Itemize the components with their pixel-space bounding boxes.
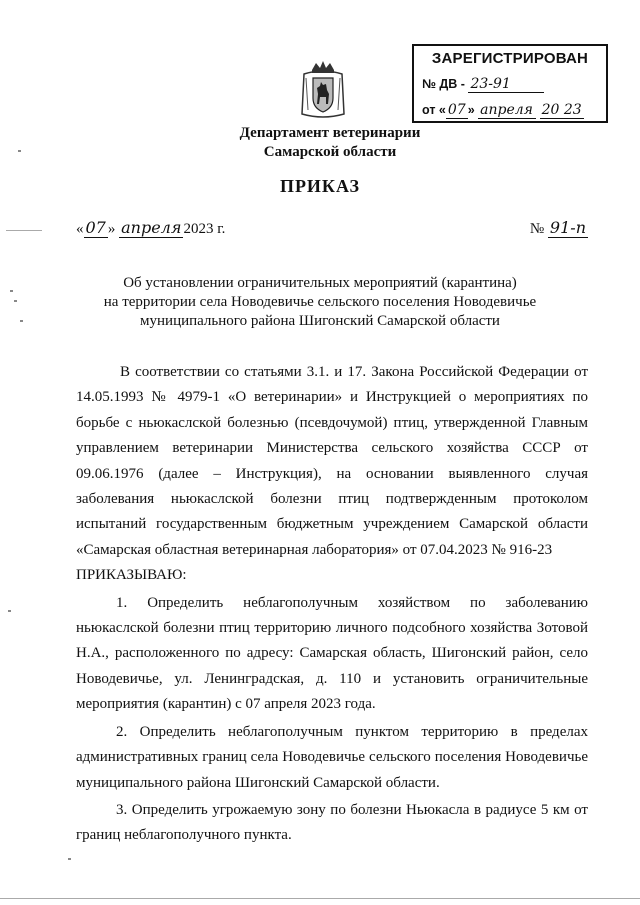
stamp-title: ЗАРЕГИСТРИРОВАН <box>431 50 589 67</box>
order-body <box>76 360 588 849</box>
scan-mark <box>10 290 13 292</box>
stamp-date-line <box>422 102 584 119</box>
order-word: ПРИКАЗЫВАЮ: <box>76 567 187 584</box>
order-number-value: 91-п <box>549 218 586 237</box>
department-line-2: Самарской области <box>263 144 397 160</box>
subject-line-1: Об установлении ограничительных мероприятий (карантина) <box>123 275 517 291</box>
order-date <box>76 218 225 238</box>
subject-line-2: на территории села Новодевичье сельского поселения Новодевичье <box>103 294 537 310</box>
department-line-1: Департамент ветеринарии <box>239 125 421 141</box>
subject-line-3: муниципального района Шигонский Самарской области <box>140 313 500 329</box>
stamp-date-prefix: от « <box>422 103 446 117</box>
date-day: 07 <box>85 218 106 237</box>
registration-stamp <box>412 44 608 123</box>
coat-of-arms-emblem <box>298 60 348 120</box>
scan-mark <box>68 858 71 860</box>
scan-mark <box>18 150 21 152</box>
stamp-date-day: 07 <box>447 102 466 118</box>
order-number-label: № <box>529 221 545 237</box>
date-month: апреля <box>121 218 182 237</box>
scan-mark <box>14 300 17 302</box>
preamble-paragraph: В соответствии со статьями 3.1. и 17. Закона Российской Федерации от 14.05.1993 № 4979-1 «О ветеринарии» и Инструкцией о мероприятиях по борьбе с ньюкаслской болезнью (псевдочумой) птиц, утвержденной Главным управлением ветеринарии Министерства сельского хозяйства СССР от 09.06.1976 (далее – Инструкция), на основании выявленного случая заболевания ньюкаслской болезни птиц подтвержденным протоколом испытаний государственным бюджетным учреждением Самарской области «Самарская областная ветеринарная лаборатория» от 07.04.2023 № 916-23 <box>76 364 588 558</box>
order-number <box>530 218 588 238</box>
scan-mark <box>6 230 42 231</box>
emblem-crown <box>312 61 334 70</box>
date-year: 2023 г. <box>183 221 226 237</box>
date-close-quote: » <box>107 221 116 237</box>
scan-mark <box>0 898 640 899</box>
stamp-date-month: апреля <box>478 102 536 119</box>
order-item-2: 2. Определить неблагополучным пунктом территорию в пределах административных границ села Новодевичье сельского поселения Новодевичье муниципального района Шигонский Самарской области. <box>76 723 588 791</box>
scan-mark <box>20 320 23 322</box>
order-subject <box>80 274 560 331</box>
scan-mark <box>8 610 11 612</box>
document-title: ПРИКАЗ <box>279 176 361 196</box>
stamp-number-value: 23-91 <box>468 76 544 93</box>
stamp-number-line <box>422 76 544 93</box>
stamp-date-mid: » <box>467 103 475 117</box>
date-open-quote: « <box>76 221 84 237</box>
stamp-number-label: № ДВ - <box>422 77 465 91</box>
order-item-3: 3. Определить угрожаемую зону по болезни Ньюкасла в радиусе 5 км от границ неблагополучного пункта. <box>76 801 588 844</box>
department-name <box>200 124 460 162</box>
stamp-date-year: 20 23 <box>541 102 582 118</box>
order-item-1: 1. Определить неблагополучным хозяйством по заболеванию ньюкаслской болезни птиц территорию личного подсобного хозяйства Зотовой Н.А., расположенного по адресу: Самарская область, Шигонский район, село Новодевичье, ул. Ленинградская, д. 110 и установить ограничительные мероприятия (карантин) с 07 апреля 2023 года. <box>76 594 588 713</box>
